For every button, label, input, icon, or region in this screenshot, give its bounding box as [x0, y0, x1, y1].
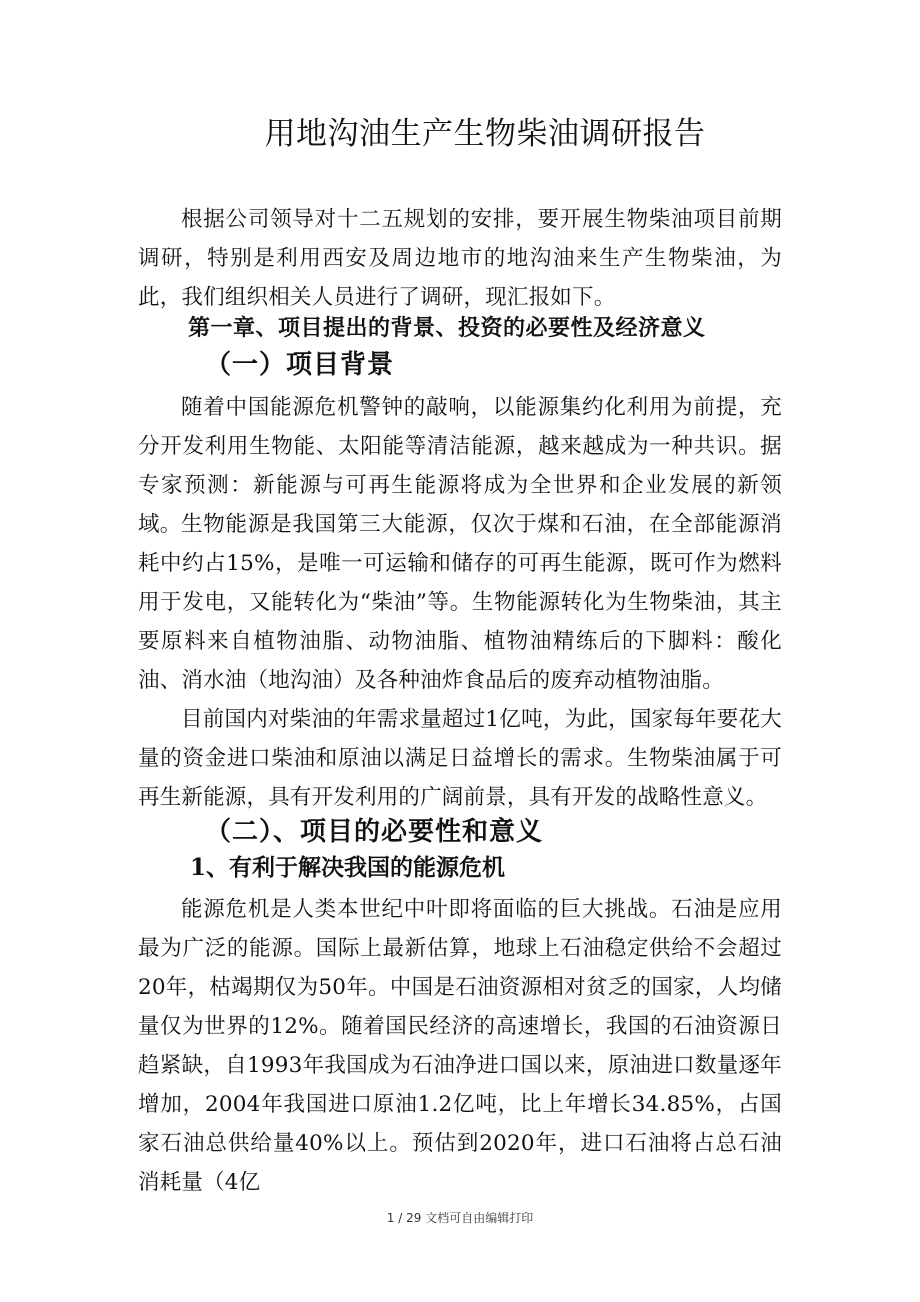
section1-paragraph-3: 目前国内对柴油的年需求量超过1亿吨，为此，国家每年要花大量的资金进口柴油和原油以满足日益增长的需求。生物柴油属于可再生新能源，具有开发利用的广阔前景，具有开发的战略性意义。	[138, 707, 782, 810]
page-footer: 1 / 29 文档可自由编辑打印	[386, 1211, 534, 1225]
section1-paragraph-1: 随着中国能源危机警钟的敲响，以能源集约化利用为前提，充分开发利用生物能、太阳能等清洁能源，越来越成为一种共识。据专家预测：新能源与可再生能源将成为全世界和企业发展的新领域。	[138, 395, 782, 537]
subsection1-paragraph: 能源危机是人类本世纪中叶即将面临的巨大挑战。石油是应用最为广泛的能源。国际上最新估算，地球上石油稳定供给不会超过20年，枯竭期仅为50年。中国是石油资源相对贫乏的国家，人均储量仅为世界的12%。随着国民经济的高速增长，我国的石油资源日趋紧缺，自1993年我国成为石油净进口国以来，原油进口数量逐年增加，2004年我国进口原油1.2亿吨，比上年增长34.85%，占国家石油总供给量40%以上。预估到2020年，进口石油将占总石油消耗量（4亿	[138, 897, 782, 1195]
section1-paragraph-2: 生物能源是我国第三大能源，仅次于煤和石油，在全部能源消耗中约占15%，是唯一可运输和储存的可再生能源，既可作为燃料用于发电，又能转化为“柴油”等。生物能源转化为生物柴油，其主要原料来自植物油脂、动物油脂、植物油精练后的下脚料：酸化油、消水油（地沟油）及各种油炸食品后的废弃动植物油脂。	[138, 512, 782, 693]
section-heading-background: （一）项目背景	[205, 350, 395, 380]
section-heading-necessity: （二）、项目的必要性和意义	[205, 817, 544, 847]
subsection-heading-energy-crisis: 1、有利于解决我国的能源危机	[190, 854, 506, 881]
intro-paragraph: 根据公司领导对十二五规划的安排，要开展生物柴油项目前期调研，特别是利用西安及周边地市的地沟油来生产生物柴油，为此，我们组织相关人员进行了调研，现汇报如下。	[138, 207, 782, 310]
document-title: 用地沟油生产生物柴油调研报告	[264, 116, 706, 152]
chapter-heading: 第一章、项目提出的背景、投资的必要性及经济意义	[188, 315, 706, 341]
